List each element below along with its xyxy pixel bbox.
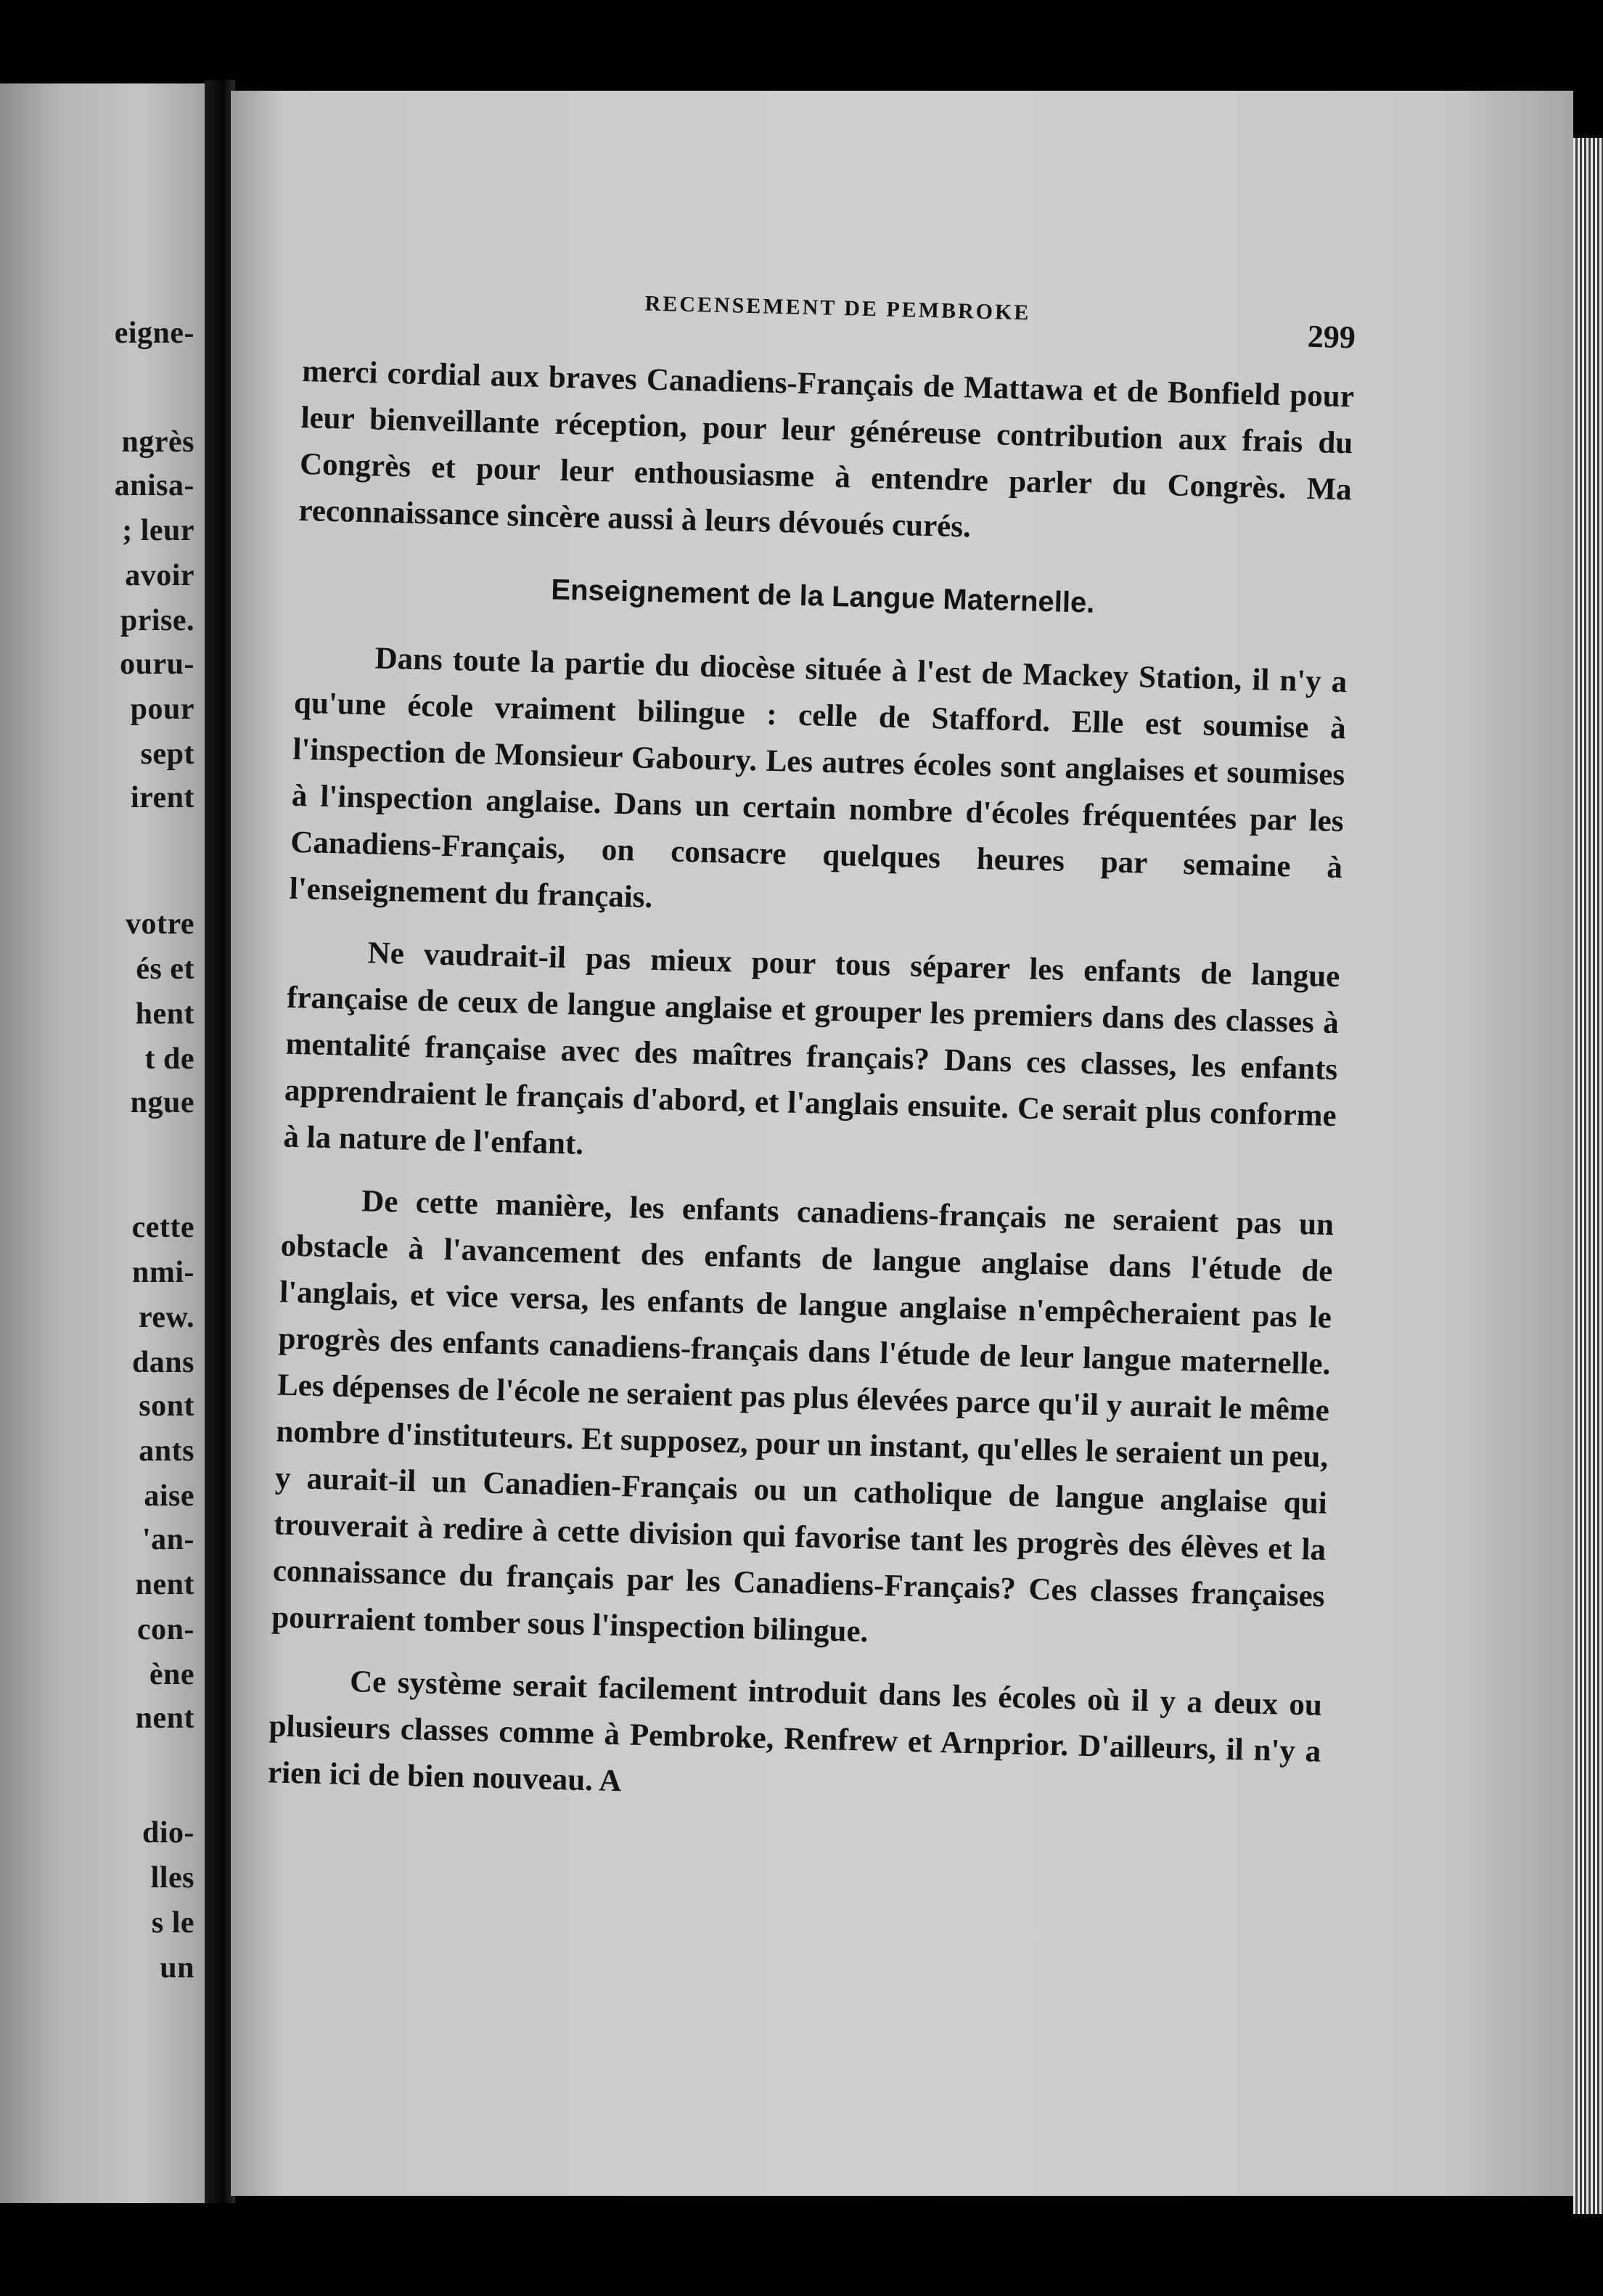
- left-line: ants: [139, 1434, 194, 1468]
- paragraph: Ne vaudrait-il pas mieux pour tous séparer les enfants de langue française de ceux de langue anglaise et grouper les premiers dans des classes à mentalité française avec des maîtres français? Dans ces classes, les enfants apprendraient le français d'abord, et l'anglais ensuite. Ce serait plus conforme à la nature de l'enfant.: [282, 936, 1340, 1161]
- left-line: lles: [150, 1861, 194, 1895]
- left-line: anisa-: [114, 469, 194, 502]
- left-line: ; leur: [122, 514, 194, 547]
- paragraph: Ce système serait facilement introduit dans les écoles où il y a deux ou plusieurs classes comme à Pembroke, Renfrew et Arnprior. D'ailleurs, il n'y a rien ici de bien nouveau. A: [267, 1664, 1323, 1799]
- left-line: ngrès: [121, 425, 194, 459]
- left-line: és et: [136, 952, 194, 986]
- left-line: ouru-: [120, 647, 194, 681]
- left-page: [0, 83, 205, 2203]
- left-line: eigne-: [114, 316, 194, 350]
- section-title: Enseignement de la Langue Maternelle.: [550, 573, 1095, 619]
- page-content: [267, 261, 1356, 1822]
- left-line: avoir: [125, 559, 194, 592]
- left-line: dans: [131, 1346, 194, 1379]
- left-line: t de: [144, 1042, 194, 1076]
- left-line: ngue: [130, 1086, 194, 1119]
- left-line: con-: [137, 1613, 194, 1646]
- paragraph: Dans toute la partie du diocèse située à l'est de Mackey Station, il n'y a qu'une école vraiment bilingue : celle de Stafford. Elle est soumise à l'inspection de Monsieur Gaboury. Les autres écoles sont anglaises et soumises à l'inspection anglaise. Dans un certain nombre d'écoles fréquentées par les Canadiens-Français, on consacre quelques heures par semaine à l'enseignement du français.: [289, 641, 1348, 915]
- left-line: ène: [149, 1658, 194, 1691]
- left-line: rew.: [138, 1301, 194, 1334]
- left-line: hent: [135, 997, 194, 1031]
- left-line: irent: [130, 781, 194, 814]
- running-title: RECENSEMENT DE PEMBROKE: [644, 291, 1031, 325]
- left-line: s le: [151, 1906, 194, 1940]
- left-page-text: [0, 83, 205, 2203]
- left-line: aise: [144, 1479, 194, 1513]
- left-line: nent: [135, 1568, 194, 1601]
- left-line: sept: [140, 738, 194, 771]
- page-edges: [1573, 138, 1603, 2214]
- left-line: nent: [135, 1701, 194, 1735]
- paragraph: De cette manière, les enfants canadiens-français ne seraient pas un obstacle à l'avancement des enfants de langue anglaise dans l'étude de l'anglais, et vice versa, les enfants de langue anglaise n'empêcheraient pas le progrès des enfants canadiens-français dans l'étude de leur langue maternelle. Les dépenses de l'école ne seraient pas plus élevées parce qu'il y aurait le même nombre d'instituteurs. Et supposez, pour un instant, qu'elles le seraient un peu, y aurait-il un Canadien-Français ou un catholique de langue anglaise qui trouverait à redire à cette division qui favorise tant les progrès des élèves et la connaissance du français par les Canadiens-Français? Ces classes françaises pourraient tomber sous l'inspection bilingue.: [271, 1184, 1335, 1649]
- left-line: sont: [139, 1389, 194, 1423]
- left-line: dio-: [142, 1816, 194, 1850]
- left-line: votre: [125, 907, 194, 941]
- left-line: cette: [131, 1211, 194, 1244]
- left-line: 'an-: [142, 1523, 194, 1556]
- paragraph-continued: merci cordial aux braves Canadiens-Français de Mattawa et de Bonfield pour leur bienveillante réception, pour leur généreuse contribution aux frais du Congrès et pour leur enthousiasme à entendre parler du Congrès. Ma reconnaissance sincère aussi à leurs dévoués curés.: [298, 354, 1355, 544]
- left-line: nmi-: [132, 1256, 194, 1289]
- left-line: un: [160, 1951, 194, 1985]
- left-line: prise.: [120, 604, 194, 637]
- left-line: pour: [130, 693, 194, 726]
- page-number: 299: [1307, 318, 1356, 356]
